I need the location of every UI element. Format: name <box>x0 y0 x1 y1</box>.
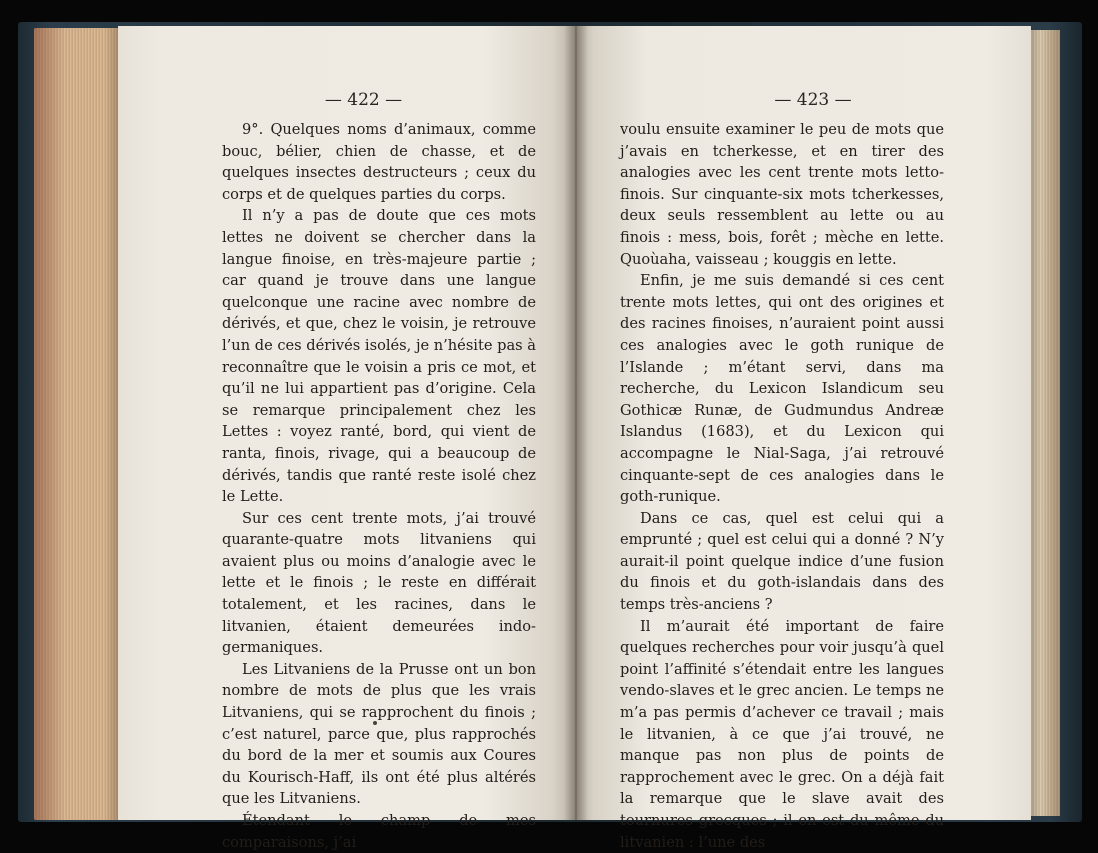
left-paragraph-5: Étendant le champ de mes comparaisons, j’ai <box>222 812 536 851</box>
left-page <box>118 26 575 851</box>
right-page-text <box>620 119 944 853</box>
left-page-edges <box>34 28 122 820</box>
right-paragraph-4: Il m’aurait été important de faire quelques recherches pour voir jusqu’à quel point l’affinité s’étendait entre les langues vendo-slaves et le grec ancien. Le temps ne m’a pas permis d’achever ce travail ; mais le litvanien, à ce que j’ai trouvé, ne manque pas non plus de points de rapprochement avec le grec. On a déjà fait la remarque que le slave avait des tournures grecques ; il en est du même du litvanien : l’une des <box>620 617 944 851</box>
left-page-number: — 422 — <box>324 90 403 110</box>
right-page-edges <box>1028 30 1060 816</box>
right-paragraph-1: voulu ensuite examiner le peu de mots que j’avais en tcherkesse, et en tirer des analogies avec les cent trente mots letto-finois. Sur cinquante-six mots tcherkesses, deux seuls ressemblent au lette ou au finois : mess, bois, forêt ; mèche en lette. Quoùaha, vaisseau ; kouggis en lette. <box>620 121 944 268</box>
right-page-number: — 423 — <box>774 90 852 110</box>
right-page <box>575 26 1031 851</box>
right-paragraph-2: Enfin, je me suis demandé si ces cent trente mots lettes, qui ont des origines et des racines finoises, n’auraient point aussi ces analogies avec le goth runique de l’Islande ; m’étant servi, dans ma recherche, du Lexicon Islandicum seu Gothicæ Runæ, de Gudmundus Andreæ Islandus (1683), et du Lexicon qui accompagne le Nial-Saga, j’ai retrouvé cinquante-sept de ces analogies dans le goth-runique. <box>620 272 944 506</box>
paper-speck <box>373 721 377 725</box>
right-paragraph-3: Dans ce cas, quel est celui qui a emprunté ; quel est celui qui a donné ? N’y aurait-il point quelque indice d’une fusion du finois et du goth-islandais dans des temps très-anciens ? <box>620 509 944 614</box>
left-page-text <box>222 119 536 853</box>
left-paragraph-2: Il n’y a pas de doute que ces mots lettes ne doivent se chercher dans la langue finoise, en très-majeure partie ; car quand je trouve dans une langue quelconque une racine avec nombre de dérivés, et que, chez le voisin, je retrouve l’un de ces dérivés isolés, je n’hésite pas à reconnaître que le voisin a pris ce mot, et qu’il ne lui appartient pas d’origine. Cela se remarque principalement chez les Lettes : voyez ranté, bord, qui vient de ranta, finois, rivage, qui a beaucoup de dérivés, tandis que ranté reste isolé chez le Lette. <box>222 207 536 506</box>
left-paragraph-4: Les Litvaniens de la Prusse ont un bon nombre de mots de plus que les vrais Litvaniens, qui se rapprochent du finois ; c’est naturel, parce que, plus rapprochés du bord de la mer et soumis aux Coures du Kourisch-Haff, ils ont été plus altérés que les Litvaniens. <box>222 660 536 808</box>
left-paragraph-1: 9°. Quelques noms d’animaux, comme bouc, bélier, chien de chasse, et de quelques insectes destructeurs ; ceux du corps et de quelques parties du corps. <box>222 121 536 203</box>
left-paragraph-3: Sur ces cent trente mots, j’ai trouvé quarante-quatre mots litvaniens qui avaient plus ou moins d’analogie avec le lette et le finois ; le reste en différait totalement, et les racines, dans le litvanien, étaient demeurées indo-germaniques. <box>222 509 536 657</box>
